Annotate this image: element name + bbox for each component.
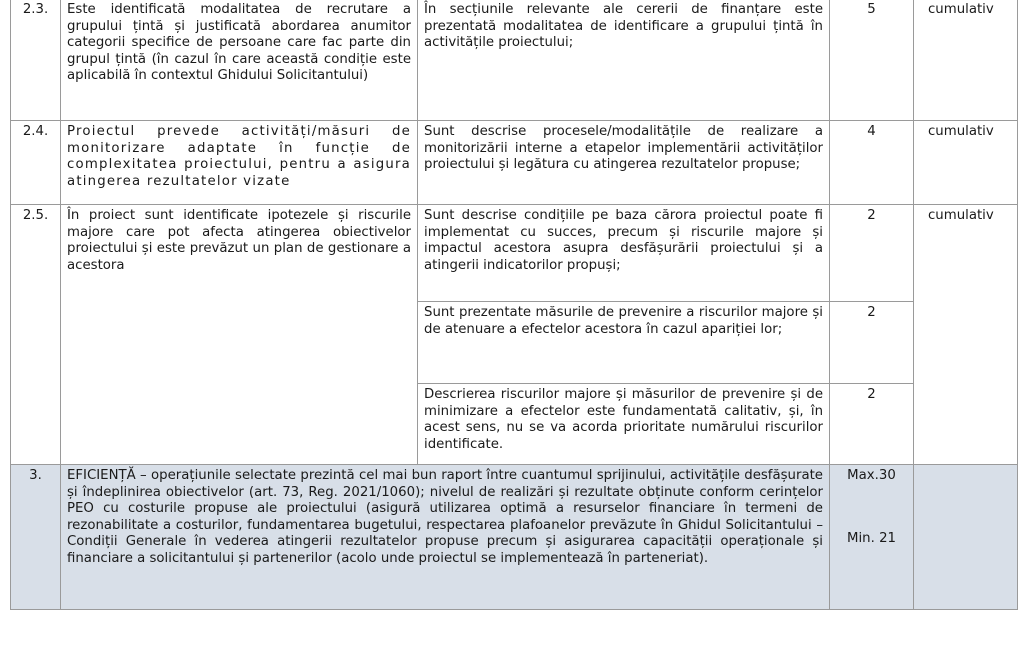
criterion-type: cumulativ bbox=[914, 121, 1018, 205]
subcriterion-score: 5 bbox=[830, 0, 914, 121]
evaluation-grid-table bbox=[10, 0, 1018, 610]
section-row bbox=[11, 465, 1018, 610]
section-score bbox=[830, 465, 914, 610]
subcriterion-text: Descrierea riscurilor majore și măsurilor de prevenire și de minimizare a efectelor este fundamentată calitativ, și, în acest sens, nu se va acorda prioritate numărului riscurilor identificate. bbox=[418, 384, 830, 465]
table-row bbox=[11, 121, 1018, 205]
subcriterion-text: Sunt descrise condițiile pe baza cărora proiectul poate fi implementat cu succes, precum și riscurile majore și impactul acestora asupra desfășurării proiectului și a atingerii indicatorilor propuși; bbox=[418, 205, 830, 302]
criterion-number: 2.4. bbox=[11, 121, 61, 205]
criterion-type: cumulativ bbox=[914, 205, 1018, 465]
criterion-text: Proiectul prevede activități/măsuri de monitorizare adaptate în funcție de complexitatea proiectului, pentru a asigura atingerea rezultatelor vizate bbox=[61, 121, 418, 205]
subcriterion-text: Sunt descrise procesele/modalitățile de realizare a monitorizării interne a etapelor implementării activităților proiectului și legătura cu atingerea rezultatelor propuse; bbox=[418, 121, 830, 205]
table-row bbox=[11, 205, 1018, 302]
criterion-number: 2.5. bbox=[11, 205, 61, 465]
criterion-type: cumulativ bbox=[914, 0, 1018, 121]
section-number: 3. bbox=[11, 465, 61, 610]
subcriterion-score: 2 bbox=[830, 384, 914, 465]
section-description: EFICIENȚĂ – operațiunile selectate prezintă cel mai bun raport între cuantumul sprijinului, activitățile desfășurate și îndeplinirea obiectivelor (art. 73, Reg. 2021/1060); nivelul de realizări și rezultate obținute conform cerințelor PEO cu costurile propuse ale proiectului (asigură utilizarea optimă a resurselor financiare în termeni de rezonabilitate a costurilor, fundamentarea bugetului, respectarea plafoanelor prevăzute în Ghidul Solicitantului – Condiții Generale în vederea atingerii rezultatelor propuse precum și asigurarea capacității operaționale și financiare a solicitantului și partenerilor (acolo unde proiectul se implementează în parteneriat). bbox=[61, 465, 830, 610]
subcriterion-score: 2 bbox=[830, 205, 914, 302]
subcriterion-text: Sunt prezentate măsurile de prevenire a riscurilor majore și de atenuare a efectelor acestora în cazul apariției lor; bbox=[418, 302, 830, 384]
subcriterion-score: 2 bbox=[830, 302, 914, 384]
min-score: Min. 21 bbox=[847, 530, 896, 546]
subcriterion-text: În secțiunile relevante ale cererii de finanțare este prezentată modalitatea de identificare a grupului țintă în activitățile proiectului; bbox=[418, 0, 830, 121]
table-row bbox=[11, 0, 1018, 121]
section-empty-cell bbox=[914, 465, 1018, 610]
max-score: Max.30 bbox=[847, 468, 896, 483]
criterion-text: Este identificată modalitatea de recrutare a grupului țintă și justificată abordarea anumitor categorii specifice de persoane care fac parte din grupul țintă (în cazul în care această condiție este aplicabilă în contextul Ghidului Solicitantului) bbox=[61, 0, 418, 121]
criterion-text: În proiect sunt identificate ipotezele și riscurile majore care pot afecta atingerea obiectivelor proiectului și este prevăzut un plan de gestionare a acestora bbox=[61, 205, 418, 465]
criterion-number: 2.3. bbox=[11, 0, 61, 121]
subcriterion-score: 4 bbox=[830, 121, 914, 205]
